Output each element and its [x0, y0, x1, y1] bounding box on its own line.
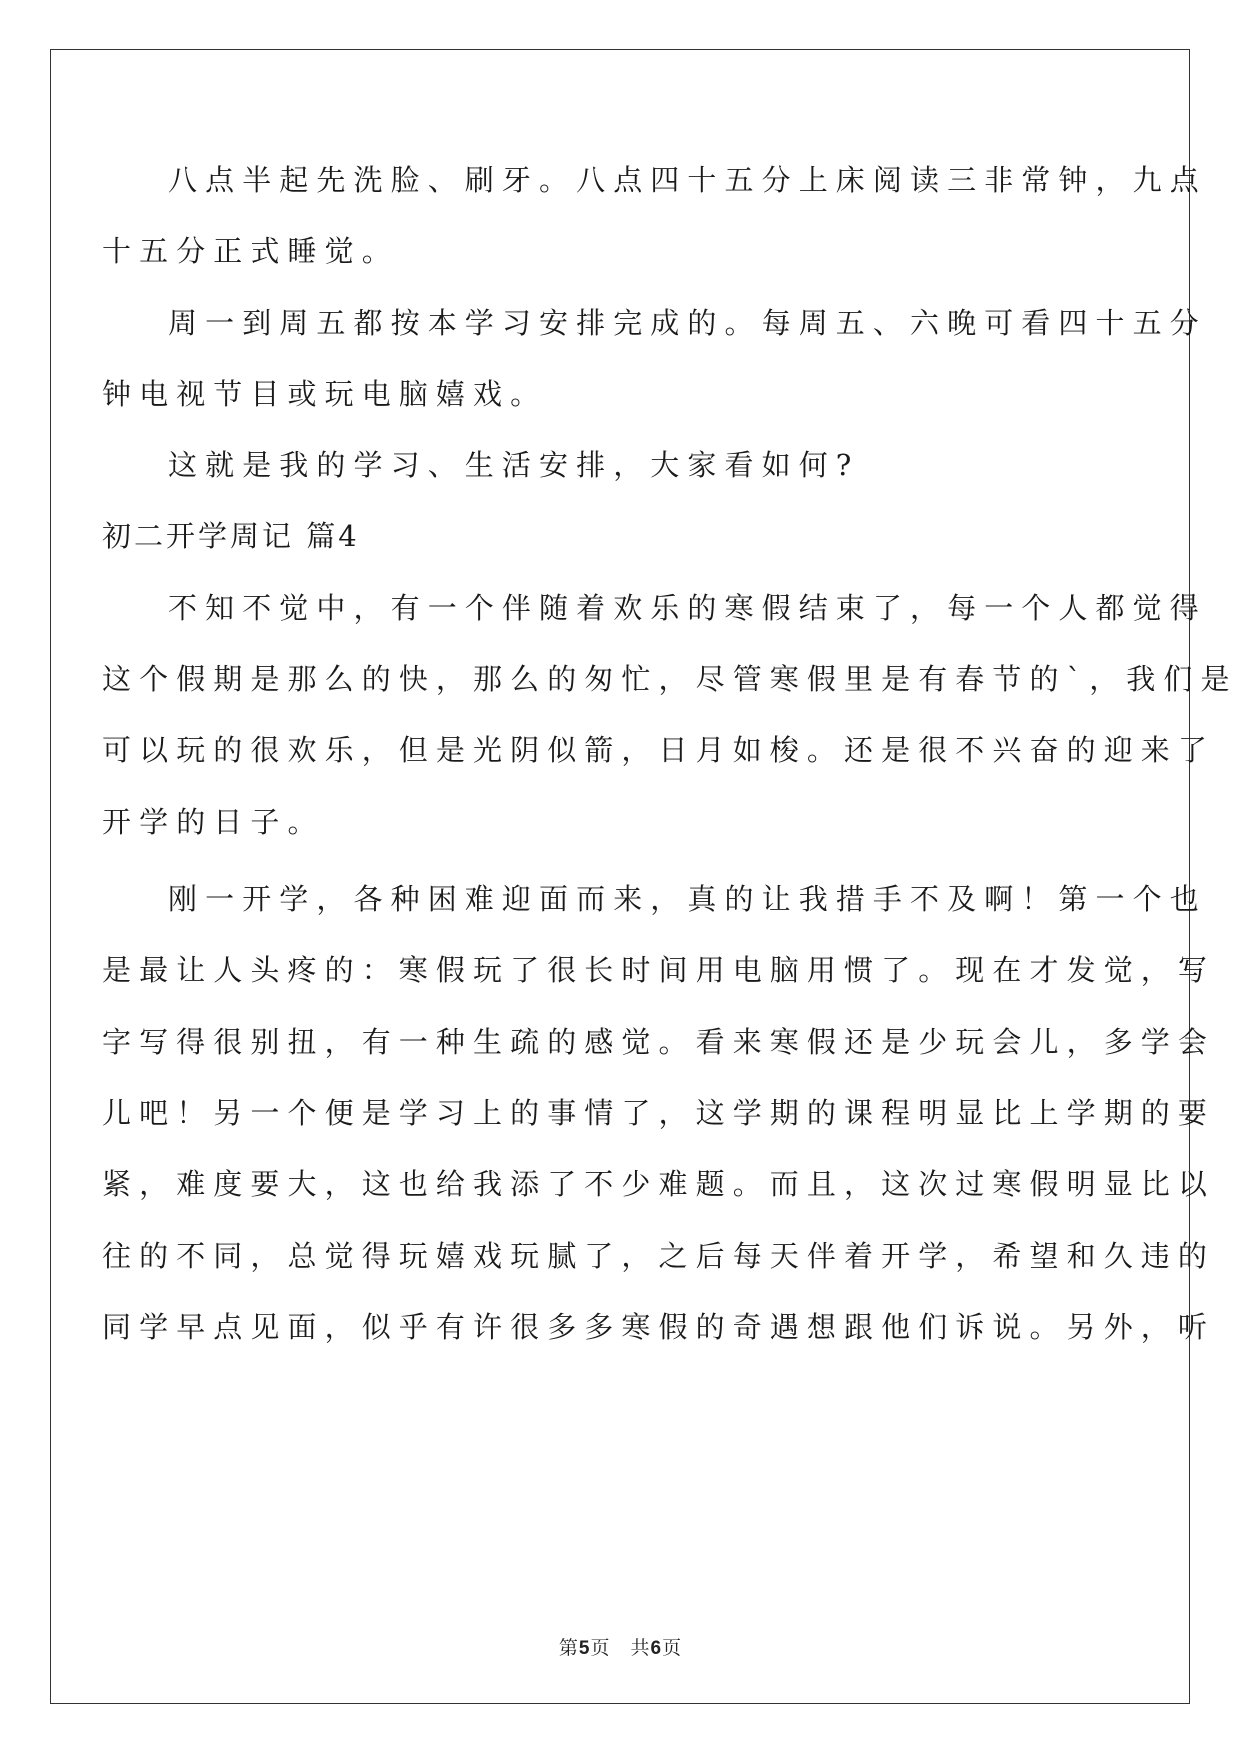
- paragraph-line: 紧，难度要大，这也给我添了不少难题。而且，这次过寒假明显比以: [102, 1167, 1216, 1201]
- paragraph-line: 可以玩的很欢乐，但是光阴似箭，日月如梭。还是很不兴奋的迎来了: [102, 733, 1216, 767]
- page-suffix: 页: [662, 1637, 683, 1659]
- page-current: 5: [578, 1638, 591, 1659]
- paragraph-line: 周一到周五都按本学习安排完成的。每周五、六晚可看四十五分: [168, 306, 1207, 340]
- page-footer: [0, 1633, 1241, 1660]
- paragraph-line: 同学早点见面，似乎有许很多多寒假的奇遇想跟他们诉说。另外，听: [102, 1310, 1216, 1344]
- paragraph-line: 这就是我的学习、生活安排，大家看如何?: [168, 448, 860, 482]
- paragraph-line: 钟电视节目或玩电脑嬉戏。: [102, 377, 548, 411]
- paragraph-line: 是最让人头疼的：寒假玩了很长时间用电脑用惯了。现在才发觉，写: [102, 953, 1216, 987]
- section-heading: 初二开学周记 篇4: [102, 519, 360, 553]
- paragraph-line: 十五分正式睡觉。: [102, 234, 399, 268]
- paragraph-line: 儿吧！另一个便是学习上的事情了，这学期的课程明显比上学期的要: [102, 1096, 1216, 1130]
- page-mid: 页 共: [590, 1637, 651, 1659]
- page-total: 6: [650, 1638, 663, 1659]
- paragraph-line: 往的不同，总觉得玩嬉戏玩腻了，之后每天伴着开学，希望和久违的: [102, 1239, 1216, 1273]
- paragraph-line: 开学的日子。: [102, 805, 325, 839]
- page-prefix: 第: [558, 1637, 579, 1659]
- page-border: [50, 49, 1190, 1704]
- paragraph-line: 字写得很别扭，有一种生疏的感觉。看来寒假还是少玩会儿，多学会: [102, 1025, 1216, 1059]
- paragraph-line: 八点半起先洗脸、刷牙。八点四十五分上床阅读三非常钟，九点: [168, 163, 1207, 197]
- paragraph-line: 不知不觉中，有一个伴随着欢乐的寒假结束了，每一个人都觉得: [168, 591, 1207, 625]
- paragraph-line: 这个假期是那么的快，那么的匆忙，尽管寒假里是有春节的`，我们是: [102, 662, 1238, 696]
- paragraph-line: 刚一开学，各种困难迎面而来，真的让我措手不及啊！第一个也: [168, 882, 1207, 916]
